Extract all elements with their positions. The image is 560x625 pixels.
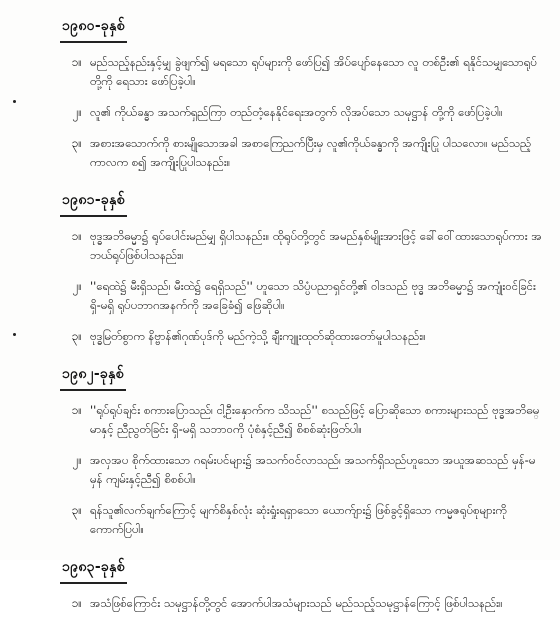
year-section: [50, 184, 550, 346]
question-text: အသံဖြစ်ကြောင်း သမုဋ္ဌာန်တို့တွင် အောက်ပါအသံများသည် မည်သည့်သမုဋ္ဌာန်ကြောင့် ဖြစ်ပါသနည်း။: [90, 596, 503, 610]
question-text: အလှအပ စိုက်ထားသော ဂရမ်းပင်များ၌ အသက်ဝင်လာသည်၊ အသက်ရှိသည်ဟူသော အယူအဆသည် မှန်-မမှန် ကျမ်းနှင့်ညီ၍ စိစစ်ပါ။: [90, 453, 536, 486]
question-item: [50, 594, 550, 613]
question-number: ၂။: [72, 279, 82, 293]
question-item: [50, 227, 550, 265]
question-item: [50, 451, 550, 489]
year-section: [50, 10, 550, 172]
question-number: ၁။: [71, 55, 82, 69]
question-item: [50, 401, 550, 439]
question-number: ၃။: [71, 503, 82, 517]
question-number: ၁။: [71, 229, 82, 243]
question-number: ၃။: [71, 329, 82, 343]
question-text: ရန်သူ၏လက်ချက်ကြောင့် မျက်စိနှစ်လုံး ဆုံးရှုံးရရှာသော ယောက်ျား၌ ဖြစ်ခွင့်ရှိသော ကမ္မဇရုပ်စုများကို ကောက်ပြပါ။: [90, 503, 507, 536]
question-number: ၂။: [72, 453, 82, 467]
year-heading: ၁၉၈၁-ခုနှစ်: [60, 188, 127, 217]
margin-mark: [13, 100, 16, 103]
question-text: ''ရေထဲ၌ မီးရှိသည်၊ မီးထဲ၌ ရေရှိသည်'' ဟူသော သိပ္ပံပညာရှင်တို့၏ ဝါဒသည် ဗုဒ္ဓ အဘိဓမ္မာ၌ အကျုံးဝင်ခြင်း ရှိ-မရှိ ရုပ်ပဘာဂအနက်ကို အခြေခံ၍ ဖြေဆိုပါ။: [90, 279, 536, 312]
question-number: ၁။: [71, 596, 82, 610]
question-text: အစားအသောက်ကို စားမျိုသောအခါ အစာကြေညက်ပြီးမှ လူ၏ကိုယ်ခန္ဓာကို အကျိုးပြု ပါသလော။ မည်သည့်ကာလက စ၍ အကျိုးပြုပါသနည်း။: [90, 136, 532, 169]
question-number: ၂။: [72, 105, 82, 119]
year-heading: ၁၉၈၃-ခုနှစ်: [60, 555, 127, 584]
question-item: [50, 501, 550, 539]
question-text: ဗုဒ္ဓအဘိဓမ္မာ၌ ရုပ်ပေါင်းမည်မျှ ရှိပါသနည်း။ ထိုရုပ်တို့တွင် အမည်နှစ်မျိုးအားဖြင့် ခေါ်ဝေါ်ထားသောရုပ်ကား အဘယ်ရုပ်ဖြစ်ပါသနည်း။: [90, 229, 542, 262]
question-item: [50, 103, 550, 122]
question-number: ၃။: [71, 136, 82, 150]
margin-mark: [13, 333, 16, 336]
question-item: [50, 134, 550, 172]
question-item: [50, 327, 550, 346]
exam-questions: [50, 10, 550, 625]
year-heading: ၁၉၈၂-ခုနှစ်: [60, 362, 126, 391]
year-section: [50, 358, 550, 539]
year-section: [50, 551, 550, 613]
question-text: ''ရုပ်ရုပ်ချင်း စကားပြောသည်၊ ငါ့ဦးနှောက်က သိသည်'' စသည်ဖြင့် ပြောဆိုသော စကားများသည် ဗုဒ္ဓအဘိဓမ္မာနှင့် ညီညွတ်ခြင်း ရှိ-မရှိ သဘာဝကို ပုံစံနှင့်ညီ၍ စိစစ်ဆုံးဖြတ်ပါ။: [90, 403, 540, 436]
question-text: မည်သည့်နည်းနှင့်မျှ ခွဲဖျက်၍ မရသော ရုပ်များကို ဖော်ပြ၍ အိပ်ပျော်နေသော လူ တစ်ဦး၏ ရနိုင်သမျှသောရုပ်တို့ကို ရေသား ဖော်ပြခဲ့ပါ။: [90, 55, 537, 88]
question-item: [50, 53, 550, 91]
year-heading: ၁၉၈၀-ခုနှစ်: [60, 14, 127, 43]
question-number: ၁။: [71, 403, 82, 417]
question-text: ဗုဒ္ဓမြတ်စွာက နိဗ္ဗာန်၏ဂုဏ်ပုဒ်ကို မည်ကဲ့သို့ ချီးကျူးထုတ်ဆိုထားတော်မူပါသနည်း။: [90, 329, 426, 343]
question-text: လူ၏ ကိုယ်ခန္ဓာ အသက်ရှည်ကြာ တည်တံ့နေနိုင်ရေးအတွက် လိုအပ်သော သမုဋ္ဌာန် တို့ကို ဖော်ပြခဲ့ပါ။: [90, 105, 503, 119]
question-item: [50, 277, 550, 315]
